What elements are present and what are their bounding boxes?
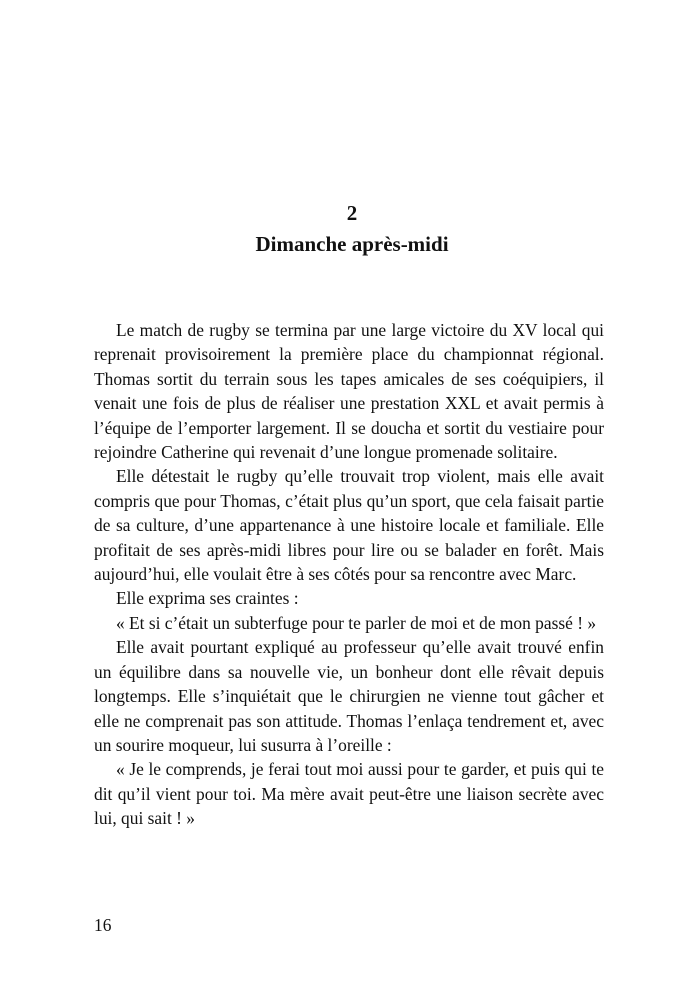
paragraph: Elle détestait le rugby qu’elle trouvait trop violent, mais elle avait compris que pour Thomas, c’était plus qu’un sport, que cela faisait partie de sa culture, d’une appartenance à une histoire locale et familiale. Elle profitait de ses après-midi libres pour lire ou se balader en forêt. Mais aujourd’hui, elle voulait être à ses côtés pour sa rencontre avec Marc. <box>94 466 604 585</box>
chapter-number: 2 <box>346 201 358 225</box>
chapter-title: Dimanche après-midi <box>255 232 449 256</box>
paragraph: Elle avait pourtant expliqué au professeur qu’elle avait trouvé enfin un équilibre dans sa nouvelle vie, un bonheur dont elle rêvait depuis longtemps. Elle s’inquiétait que le chirurgien ne vienne tout gâcher et elle ne comprenait pas son attitude. Thomas l’enlaça tendrement et, avec un sourire moqueur, lui susurra à l’oreille : <box>94 637 604 755</box>
body-text <box>94 318 604 831</box>
paragraph: « Je le comprends, je ferai tout moi aussi pour te garder, et puis qui te dit qu’il vient pour toi. Ma mère avait peut-être une liaison secrète avec lui, qui sait ! » <box>94 759 604 829</box>
chapter-heading <box>0 198 700 260</box>
paragraph: Elle exprima ses craintes : <box>116 588 299 609</box>
page-number: 16 <box>94 915 112 935</box>
paragraph: « Et si c’était un subterfuge pour te parler de moi et de mon passé ! » <box>116 612 597 633</box>
paragraph: Le match de rugby se termina par une large victoire du XV local qui reprenait provisoirement la première place du championnat régional. Thomas sortit du terrain sous les tapes amicales de ses coéquipiers, il venait une fois de plus de réaliser une prestation XXL et avait permis à l’équipe de l’emporter largement. Il se doucha et sortit du vestiaire pour rejoindre Catherine qui revenait d’une longue promenade solitaire. <box>94 320 604 463</box>
